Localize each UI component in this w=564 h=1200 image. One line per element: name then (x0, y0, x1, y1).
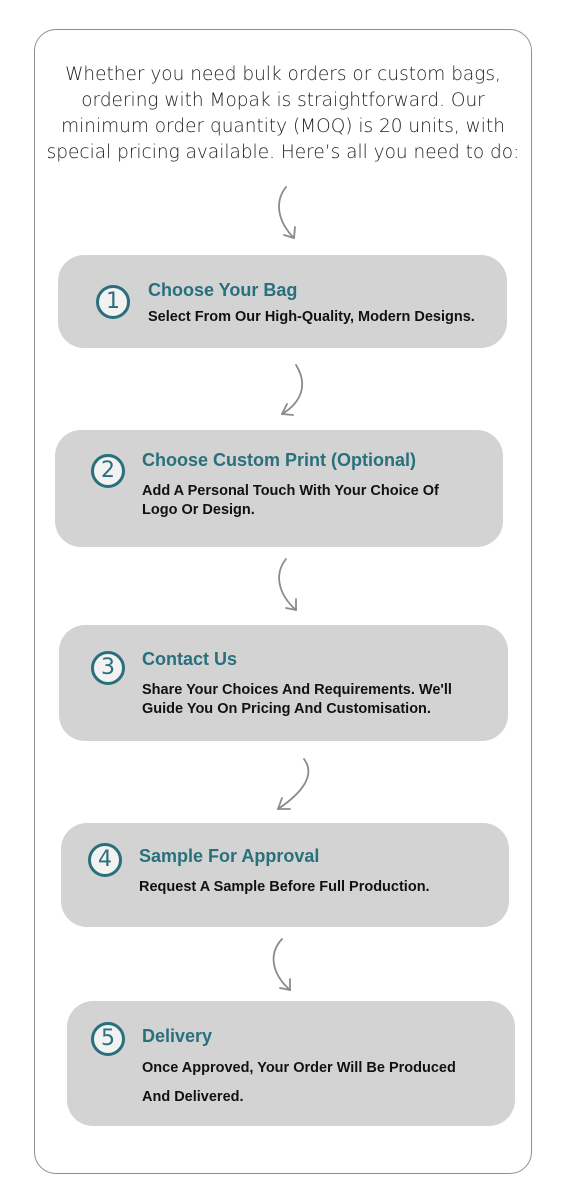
intro-line: minimum order quantity (MOQ) is 20 units, with (61, 116, 505, 137)
step-description (142, 1054, 456, 1112)
step-number-badge: 4 (88, 843, 122, 877)
intro-text (40, 62, 526, 166)
step-description-line: Logo Or Design. (142, 502, 255, 518)
step-description-line: Select From Our High-Quality, Modern Designs. (148, 309, 475, 325)
step-description (142, 681, 452, 719)
step-3-card (59, 625, 508, 741)
step-title: Delivery (142, 1026, 213, 1046)
step-description-line: Once Approved, Your Order Will Be Produced (142, 1060, 456, 1076)
step-description (142, 482, 439, 520)
step-number-badge: 2 (91, 454, 125, 488)
step-2-card (55, 430, 503, 547)
intro-line: Whether you need bulk orders or custom bags, (65, 64, 501, 85)
step-description (148, 308, 475, 327)
step-description-line: And Delivered. (142, 1089, 244, 1105)
intro-line: ordering with Mopak is straightforward. Our (81, 90, 485, 111)
curved-down-arrow-icon (272, 556, 308, 616)
curved-down-arrow-icon (272, 184, 308, 244)
curved-down-arrow-icon (266, 936, 302, 996)
intro-line: special pricing available. Here’s all you need to do: (46, 142, 520, 163)
step-number-badge: 3 (91, 651, 125, 685)
step-4-card (61, 823, 509, 927)
curved-down-arrow-icon (270, 755, 318, 815)
step-number-badge: 5 (91, 1022, 125, 1056)
step-title: Sample For Approval (139, 846, 320, 866)
step-title: Choose Your Bag (148, 280, 298, 300)
curved-down-arrow-icon (274, 362, 310, 420)
step-title: Contact Us (142, 649, 238, 669)
step-title: Choose Custom Print (Optional) (142, 450, 416, 470)
step-number-badge: 1 (96, 285, 130, 319)
step-description-line: Request A Sample Before Full Production. (139, 879, 430, 895)
step-1-card (58, 255, 507, 348)
step-5-card (67, 1001, 515, 1126)
step-description-line: Add A Personal Touch With Your Choice Of (142, 483, 439, 499)
step-description-line: Guide You On Pricing And Customisation. (142, 701, 431, 717)
step-description-line: Share Your Choices And Requirements. We'll (142, 682, 452, 698)
step-description (139, 878, 430, 897)
